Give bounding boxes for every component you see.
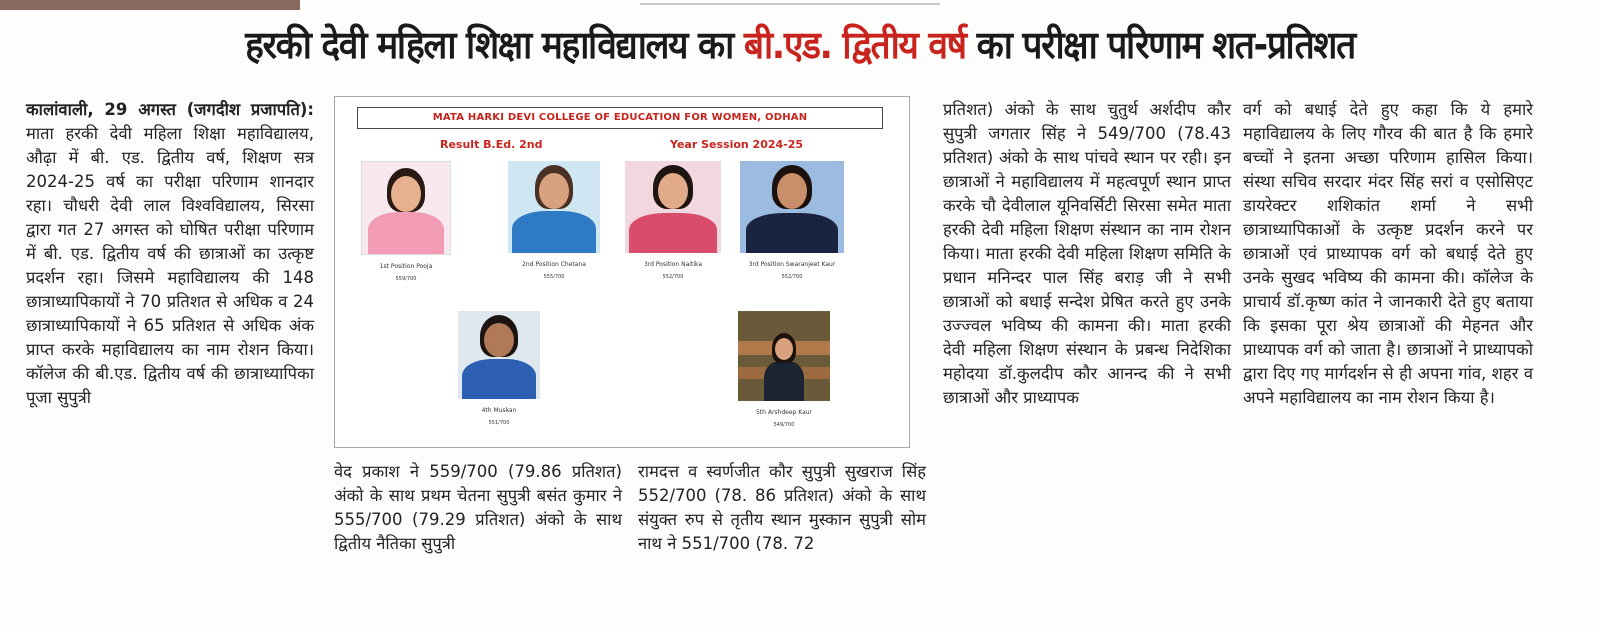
student-marks: 551/700: [488, 420, 510, 426]
article-text-1: माता हरकी देवी महिला शिक्षा महाविद्यालय, औढ़ा में बी. एड. द्वितीय वर्ष, शिक्षण सत्र 2024-25 वर्ष का परीक्षा परिणाम शानदार रहा। चौधरी देवी लाल विश्वविद्यालय, सिरसा द्वारा गत 27 अगस्त को घोषित परीक्षा परिणाम में बी. एड. द्वितीय वर्ष की छात्राओं का उत्कृष्ट प्रदर्शन रहा। जिसमे महाविद्यालय की 148 छात्राध्यापिकायों ने 70 प्रतिशत से अधिक व 24 छात्राध्यापिकायों ने 65 प्रतिशत से अधिक अंक प्राप्त करके महाविद्यालय का नाम रोशन किया। कॉलेज की बी.एड. द्वितीय वर्ष की छात्राध्यापिका पूजा सुपुत्री: [26, 124, 314, 407]
student-photo: [738, 311, 830, 401]
headline-highlight: बी.एड. द्वितीय वर्ष: [743, 23, 966, 67]
headline-part-1: हरकी देवी महिला शिक्षा महाविद्यालय का: [245, 23, 744, 67]
article-text-3: रामदत्त व स्वर्णजीत कौर सुपुत्री सुखराज सिंह 552/700 (78. 86 प्रतिशत) अंको के साथ संयुक्त रुप से तृतीय स्थान मुस्कान सुपुत्री सोम नाथ ने 551/700 (78. 72: [638, 462, 926, 553]
headline-part-2: का परीक्षा परिणाम शत-प्रतिशत: [965, 23, 1355, 67]
result-label: Result B.Ed. 2nd: [440, 138, 543, 151]
article-text-5: वर्ग को बधाई देते हुए कहा कि ये हमारे महाविद्यालय के लिए गौरव की बात है कि हमारे बच्चों ने इतना अच्छा परिणाम हासिल किया। संस्था सचिव सरदार मंदर सिंह सरां व एसोसिएट डायरेक्टर शशिकांत शर्मा ने सभी छात्राध्यापिकाओं के उत्कृष्ट प्रदर्शन करने पर छात्राओं एवं प्राध्यापक वर्ग को बधाई देते हुए उनके सुखद भविष्य की कामना की। कॉलेज के प्राचार्य डॉ.कृष्ण कांत ने जानकारी देते हुए बताया कि इसका पूरा श्रेय छात्राओं की मेहनत और प्राध्यापक वर्ग को जाता है। छात्राओं ने प्राध्यापको द्वारा दिए गए मार्गदर्शन से ही अपना गांव, शहर व अपने महाविद्यालय का नाम रोशन किया है।: [1243, 100, 1533, 407]
result-photo-collage: [334, 96, 910, 448]
article-column-4: [943, 98, 1231, 410]
dateline: कालांवाली, 29 अगस्त (जगदीश प्रजापति):: [26, 100, 314, 119]
student-card: [737, 161, 847, 280]
top-divider: [640, 3, 940, 5]
student-caption: 1st Position Pooja: [379, 263, 433, 270]
student-caption: 3rd Position Naitika: [643, 261, 703, 268]
session-label: Year Session 2024-25: [670, 138, 804, 151]
top-color-strip: [0, 0, 300, 10]
article-text-4: प्रतिशत) अंको के साथ चुतुर्थ अर्शदीप कौर सुपुत्री जगतार सिंह ने 549/700 (78.43 प्रतिशत) अंको के साथ पांचवे स्थान पर रही। इन छात्राओं ने महाविद्यालय में महत्वपूर्ण स्थान प्राप्त करके चौ देवीलाल यूनिवर्सिटी सिरसा समेत माता हरकी देवी महिला शिक्षण संस्थान का नाम रोशन किया। माता हरकी देवी महिला शिक्षण समिति के प्रधान मनिन्दर पाल सिंह बराड़ जी ने सभी छात्राओं को बधाई सन्देश प्रेषित करते हुए उनके उज्ज्वल भविष्य की कामना की। माता हरकी देवी महिला शिक्षण संस्थान के प्रबन्ध निदेशिका महोदया डॉ.कुलदीप कौर आनन्द की ने सभी छात्राओं और प्राध्यापक: [943, 100, 1231, 407]
article-column-5: [1243, 98, 1533, 410]
article-column-1: [26, 98, 314, 410]
student-marks: 552/700: [781, 274, 803, 280]
student-card: [444, 311, 554, 426]
student-caption: 3rd Position Swaranjeet Kaur: [748, 261, 836, 268]
student-marks: 552/700: [662, 274, 684, 280]
student-caption: 4th Muskan: [481, 407, 517, 414]
article-text-2: वेद प्रकाश ने 559/700 (79.86 प्रतिशत) अंको के साथ प्रथम चेतना सुपुत्री बसंत कुमार ने 555/700 (79.29 प्रतिशत) अंको के साथ द्वितीय नैतिका सुपुत्री: [334, 462, 622, 553]
student-marks: 559/700: [395, 276, 417, 282]
article-column-2: [334, 460, 622, 556]
student-caption: 2nd Position Chetana: [522, 261, 586, 268]
student-marks: 549/700: [773, 422, 795, 428]
student-card: [729, 311, 839, 428]
headline: [56, 23, 1544, 67]
student-card: [499, 161, 609, 280]
article-column-3: [638, 460, 926, 556]
student-caption: 5th Arshdeep Kaur: [755, 409, 813, 416]
student-photo: [361, 161, 451, 255]
student-photo: [740, 161, 844, 253]
college-banner: MATA HARKI DEVI COLLEGE OF EDUCATION FOR WOMEN, ODHAN: [357, 107, 883, 129]
student-card: [618, 161, 728, 280]
student-photo: [508, 161, 600, 253]
student-photo: [458, 311, 540, 399]
student-card: [351, 161, 461, 282]
student-marks: 555/700: [543, 274, 565, 280]
student-photo: [625, 161, 721, 253]
